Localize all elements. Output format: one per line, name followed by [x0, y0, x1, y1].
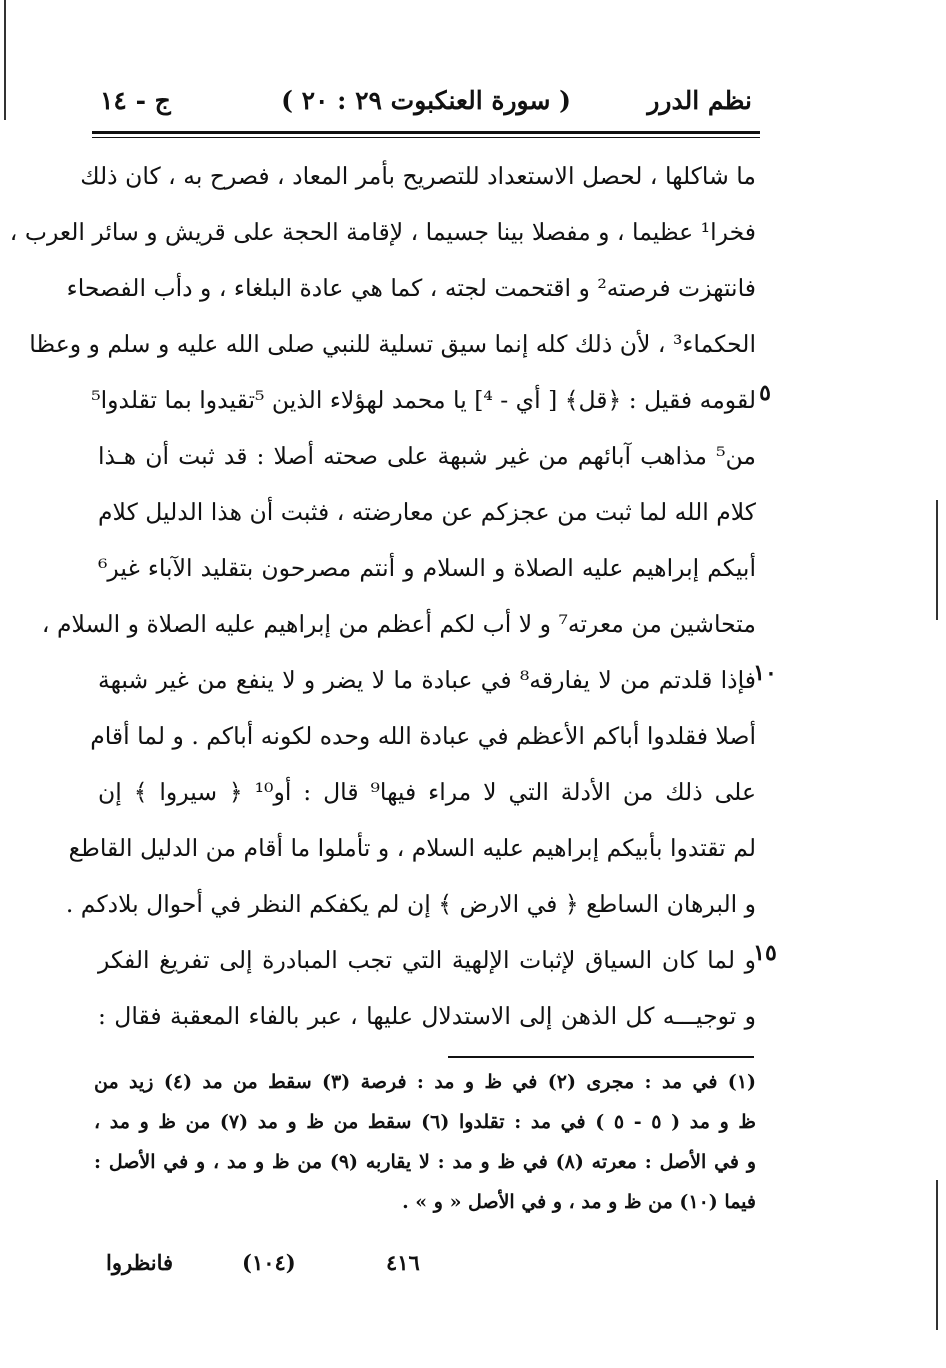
text-line: و توجيـــه كل الذهن إلى الاستدلال عليها ، عبر بالفاء المعقبة فقال :: [98, 1002, 756, 1030]
serial-number: (١٠٤): [242, 1250, 296, 1275]
page-number: ٤١٦: [386, 1250, 420, 1275]
text-line: على ذلك من الأدلة التي لا مراء فيها⁹ قال : أو¹⁰ ﴿ سيروا ﴾ إن: [98, 778, 756, 806]
book-title: نظم الدرر: [647, 86, 752, 115]
line-number-15: ١٥: [753, 940, 777, 966]
volume-label: ج - ١٤: [100, 86, 171, 115]
running-header: [100, 80, 752, 124]
text-line: لقومه فقيل : ﴿قل﴾ [ أي - ⁴] يا محمد لهؤلاء الذين ⁵تقيدوا بما تقلدوا⁵: [91, 386, 756, 414]
footnote-rule: [448, 1056, 754, 1058]
text-line: ما شاكلها ، لحصل الاستعداد للتصريح بأمر المعاد ، فصرح به ، كان ذلك: [80, 162, 756, 190]
text-line: الحكماء³ ، لأن ذلك كله إنما سيق تسلية للنبي صلى الله عليه و سلم و وعظا: [29, 330, 756, 358]
text-line: لم تقتدوا بأبيكم إبراهيم عليه السلام ، و تأملوا ما أقام من الدليل القاطع: [68, 834, 756, 862]
text-line: فانتهزت فرصته² و اقتحمت لجته ، كما هي عادة البلغاء ، و دأب الفصحاء: [66, 274, 756, 302]
scan-edge-mark: [4, 0, 6, 120]
catchword: فانظروا: [106, 1250, 174, 1275]
footnote-line: فيما (١٠) من ظ و مد ، و في الأصل « و » .: [402, 1191, 756, 1213]
text-line: و البرهان الساطع ﴿ في الارض ﴾ إن لم يكفكم النظر في أحوال بلادكم .: [65, 890, 756, 918]
text-line: كلام الله لما ثبت من عجزكم عن معارضته ، فثبت أن هذا الدليل كلام: [98, 498, 756, 526]
text-line: و لما كان السياق لإثبات الإلهية التي تجب المبادرة إلى تفريغ الفكر: [98, 946, 756, 974]
text-line: أصلا فقلدوا أباكم الأعظم في عبادة الله وحده لكونه أباكم . و لما أقام: [90, 722, 756, 750]
line-number-10: ١٠: [753, 660, 777, 686]
text-line: من⁵ مذاهب آبائهم من غير شبهة على صحته أصلا : قد ثبت أن هـذا: [98, 442, 756, 470]
page-footer: [100, 1244, 450, 1284]
footnote-line: ظ و مد ( ٥ - ٥ ) في مد : تقلدوا (٦) سقط من ظ و مد (٧) من ظ و مد ،: [94, 1111, 756, 1133]
text-line: أبيكم إبراهيم عليه الصلاة و السلام و أنتم مصرحون بتقليد الآباء غير⁶: [98, 554, 756, 582]
scan-edge-mark: [936, 1180, 938, 1330]
footnotes: [94, 1062, 756, 1222]
main-text: [9, 148, 756, 1044]
line-number-5: ٥: [759, 380, 771, 406]
footnote-line: (١) في مد : مجرى (٢) في ظ و مد : فرصة (٣) سقط من مد (٤) زيد من: [94, 1071, 757, 1093]
footnote-line: و في الأصل : معرته (٨) في ظ و مد : لا يقاربه (٩) من ظ و مد ، و في الأصل :: [94, 1151, 756, 1173]
text-line: فإذا قلدتم من لا يفارقه⁸ في عبادة ما لا يضر و لا ينفع من غير شبهة: [98, 666, 756, 694]
header-rule-thin: [92, 137, 760, 138]
surah-reference: ( سورة العنكبوت ٢٩ : ٢٠ ): [281, 86, 571, 115]
text-line: فخرا¹ عظيما ، و مفصلا بينا جسيما ، لإقامة الحجة على قريش و سائر العرب ،: [9, 218, 756, 246]
scan-edge-mark: [936, 500, 938, 620]
text-line: متحاشين من معرته⁷ و لا أب لكم أعظم من إبراهيم عليه الصلاة و السلام ،: [41, 610, 756, 638]
header-rule-thick: [92, 131, 760, 134]
